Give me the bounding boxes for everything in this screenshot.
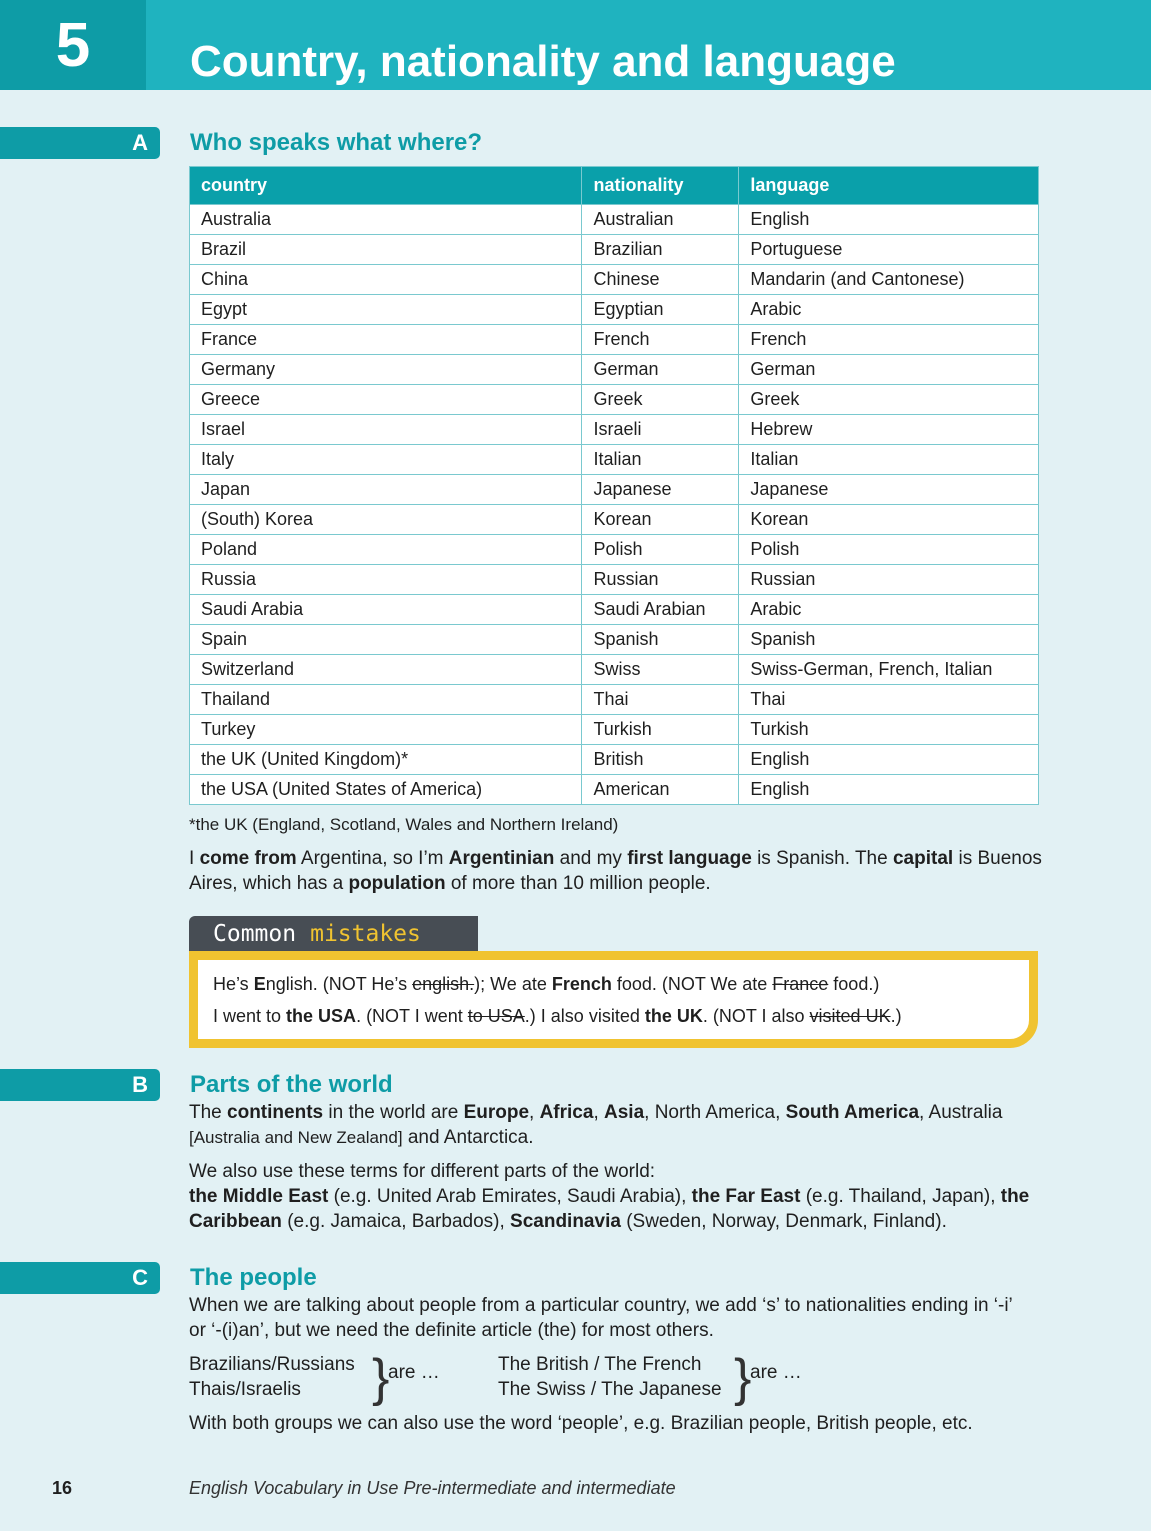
cell-country: China	[190, 265, 582, 295]
cell-country: Spain	[190, 625, 582, 655]
keyword: continents	[227, 1102, 324, 1123]
cell-nationality: Greek	[582, 385, 739, 415]
table-row	[190, 745, 1039, 775]
cell-country: the USA (United States of America)	[190, 775, 582, 805]
continents-paragraph	[189, 1100, 1049, 1150]
cell-language: Italian	[739, 445, 1039, 475]
text-run: is Spanish. The	[751, 848, 893, 869]
text-run: in the world are	[323, 1102, 464, 1123]
keyword: the USA	[286, 1006, 357, 1026]
cell-language: Russian	[739, 565, 1039, 595]
cell-nationality: Japanese	[582, 475, 739, 505]
cell-nationality: British	[582, 745, 739, 775]
cell-language: Arabic	[739, 595, 1039, 625]
text-run: ,	[529, 1102, 540, 1123]
keyword: Argentinian	[448, 848, 555, 869]
table-row	[190, 415, 1039, 445]
text-run: I	[189, 848, 200, 869]
group2-line2: The Swiss / The Japanese	[498, 1379, 722, 1400]
section-a-title: Who speaks what where?	[190, 129, 483, 156]
cell-country: Poland	[190, 535, 582, 565]
cell-country: Israel	[190, 415, 582, 445]
table-row	[190, 265, 1039, 295]
cell-nationality: American	[582, 775, 739, 805]
keyword: Europe	[463, 1102, 530, 1123]
keyword: first language	[627, 848, 752, 869]
table-row	[190, 685, 1039, 715]
cell-nationality: Swiss	[582, 655, 739, 685]
keyword: French	[551, 974, 612, 994]
text-run: is Buenos Aires, which has a	[189, 848, 1042, 894]
cell-country: the UK (United Kingdom)*	[190, 745, 582, 775]
text-run: The	[189, 1102, 228, 1123]
world-parts-paragraph	[189, 1159, 1049, 1234]
cell-country: Japan	[190, 475, 582, 505]
text-run: nglish. (NOT He’s	[265, 974, 413, 994]
cell-country: Russia	[190, 565, 582, 595]
group2-brace: }	[734, 1349, 752, 1407]
keyword: come from	[199, 848, 297, 869]
cell-nationality: German	[582, 355, 739, 385]
cell-nationality: Egyptian	[582, 295, 739, 325]
cell-language: Polish	[739, 535, 1039, 565]
table-row	[190, 205, 1039, 235]
text-run: ); We ate	[474, 974, 552, 994]
text-run: (e.g. Thailand, Japan),	[800, 1186, 1001, 1207]
keyword: South America	[785, 1102, 920, 1123]
cell-language: English	[739, 775, 1039, 805]
struck-text: France	[772, 974, 829, 994]
keyword: Africa	[539, 1102, 594, 1123]
text-run: He’s	[213, 974, 254, 994]
table-row	[190, 625, 1039, 655]
cell-language: Thai	[739, 685, 1039, 715]
cell-country: Germany	[190, 355, 582, 385]
table-row	[190, 385, 1039, 415]
header-country: country	[190, 167, 582, 205]
cell-language: French	[739, 325, 1039, 355]
cell-language: Arabic	[739, 295, 1039, 325]
keyword: capital	[892, 848, 954, 869]
cell-country: Thailand	[190, 685, 582, 715]
table-footnote: *the UK (England, Scotland, Wales and Northern Ireland)	[189, 815, 619, 834]
text-run: food. (NOT We ate	[611, 974, 773, 994]
struck-text: english.	[412, 974, 475, 994]
text-run: and my	[554, 848, 628, 869]
cell-language: German	[739, 355, 1039, 385]
cell-language: Mandarin (and Cantonese)	[739, 265, 1039, 295]
text-run: , Australia	[919, 1102, 1003, 1123]
table-row	[190, 355, 1039, 385]
table-row	[190, 325, 1039, 355]
page-number: 16	[52, 1478, 73, 1498]
unit-number-box	[0, 0, 146, 90]
cell-country: Brazil	[190, 235, 582, 265]
cell-country: Italy	[190, 445, 582, 475]
cell-nationality: Korean	[582, 505, 739, 535]
table-row	[190, 445, 1039, 475]
header-nationality: nationality	[582, 167, 739, 205]
section-b-tab: B	[0, 1069, 160, 1101]
common-mistakes-tab	[189, 916, 478, 951]
cell-country: Australia	[190, 205, 582, 235]
cell-nationality: Italian	[582, 445, 739, 475]
table-row	[190, 535, 1039, 565]
cell-language: Swiss-German, French, Italian	[739, 655, 1039, 685]
group1-verb: are …	[388, 1362, 440, 1383]
text-run: , North America,	[644, 1102, 786, 1123]
cell-nationality: Brazilian	[582, 235, 739, 265]
vocab-table	[189, 166, 1039, 805]
keyword: the UK	[644, 1006, 703, 1026]
keyword: population	[348, 873, 446, 894]
cell-language: Japanese	[739, 475, 1039, 505]
keyword: the Far East	[691, 1186, 801, 1207]
text-run: (e.g. Jamaica, Barbados),	[281, 1211, 511, 1232]
text-run: (e.g. United Arab Emirates, Saudi Arabia),	[328, 1186, 692, 1207]
cell-country: Turkey	[190, 715, 582, 745]
group1-line1: Brazilians/Russians	[189, 1354, 355, 1375]
struck-text: visited UK	[809, 1006, 891, 1026]
keyword: Asia	[604, 1102, 645, 1123]
table-body	[190, 205, 1039, 805]
cell-language: Hebrew	[739, 415, 1039, 445]
cell-language: Portuguese	[739, 235, 1039, 265]
cell-language: Spanish	[739, 625, 1039, 655]
small-note: [Australia and New Zealand]	[189, 1128, 403, 1147]
group2-names	[498, 1352, 722, 1402]
table-row	[190, 595, 1039, 625]
cell-country: Egypt	[190, 295, 582, 325]
table-row	[190, 505, 1039, 535]
text-run: . (NOT I went	[356, 1006, 468, 1026]
keyword: the Middle East	[189, 1186, 329, 1207]
keyword: Scandinavia	[510, 1211, 621, 1232]
cell-nationality: Russian	[582, 565, 739, 595]
text-run: and Antarctica.	[402, 1127, 534, 1148]
cell-nationality: Israeli	[582, 415, 739, 445]
table-row	[190, 235, 1039, 265]
group2-verb: are …	[750, 1362, 802, 1383]
table-row	[190, 475, 1039, 505]
text-run: (Sweden, Norway, Denmark, Finland).	[620, 1211, 947, 1232]
cell-language: Turkish	[739, 715, 1039, 745]
cell-language: English	[739, 205, 1039, 235]
text-run: ,	[593, 1102, 604, 1123]
cell-nationality: Australian	[582, 205, 739, 235]
group1-brace: }	[372, 1349, 390, 1407]
text-run: Argentina, so I’m	[296, 848, 449, 869]
cell-country: Greece	[190, 385, 582, 415]
cell-country: France	[190, 325, 582, 355]
table-row	[190, 715, 1039, 745]
text-run: . (NOT I also	[702, 1006, 810, 1026]
mistake-line-1	[213, 968, 1029, 1000]
table-row	[190, 655, 1039, 685]
people-intro: When we are talking about people from a particular country, we add ‘s’ to nationalities ending in ‘-i’ or ‘-(i)an’, but we need the definite article (the) for most others.	[189, 1295, 1013, 1341]
keyword: the Caribbean	[189, 1186, 1030, 1232]
cell-country: Switzerland	[190, 655, 582, 685]
unit-number: 5	[55, 10, 91, 80]
common-mistakes-word2: mistakes	[310, 920, 421, 947]
cell-language: Korean	[739, 505, 1039, 535]
cell-nationality: Chinese	[582, 265, 739, 295]
world-parts-list	[189, 1184, 1049, 1234]
table-header-row	[190, 167, 1039, 205]
keyword: E	[253, 974, 266, 994]
header-language: language	[739, 167, 1039, 205]
book-title: English Vocabulary in Use Pre-intermediate and intermediate	[189, 1478, 676, 1498]
text-run: food.)	[828, 974, 880, 994]
cell-nationality: Thai	[582, 685, 739, 715]
section-c-title: The people	[190, 1264, 317, 1291]
section-b-title: Parts of the world	[190, 1071, 393, 1098]
group2-line1: The British / The French	[498, 1354, 702, 1375]
cell-country: Saudi Arabia	[190, 595, 582, 625]
section-a-tab: A	[0, 127, 160, 159]
table-row	[190, 775, 1039, 805]
cell-language: English	[739, 745, 1039, 775]
section-c-tab: C	[0, 1262, 160, 1294]
common-mistakes-box	[189, 951, 1038, 1048]
mistake-line-2	[213, 1000, 1029, 1032]
cell-nationality: Saudi Arabian	[582, 595, 739, 625]
text-run: .) I also visited	[524, 1006, 645, 1026]
table-row	[190, 565, 1039, 595]
unit-title: Country, nationality and language	[190, 37, 896, 86]
text-run: .)	[890, 1006, 902, 1026]
common-mistakes-word1: Common	[213, 920, 297, 947]
cell-nationality: French	[582, 325, 739, 355]
struck-text: to USA	[467, 1006, 525, 1026]
world-parts-intro: We also use these terms for different parts of the world:	[189, 1161, 656, 1182]
cell-nationality: Spanish	[582, 625, 739, 655]
table-row	[190, 295, 1039, 325]
group1-line2: Thais/Israelis	[189, 1379, 301, 1400]
cell-nationality: Turkish	[582, 715, 739, 745]
text-run: of more than 10 million people.	[445, 873, 711, 894]
text-run: I went to	[213, 1006, 287, 1026]
example-paragraph	[189, 846, 1049, 896]
cell-country: (South) Korea	[190, 505, 582, 535]
people-closing: With both groups we can also use the word ‘people’, e.g. Brazilian people, British people, etc.	[189, 1413, 973, 1434]
cell-language: Greek	[739, 385, 1039, 415]
cell-nationality: Polish	[582, 535, 739, 565]
group1-names	[189, 1352, 355, 1402]
